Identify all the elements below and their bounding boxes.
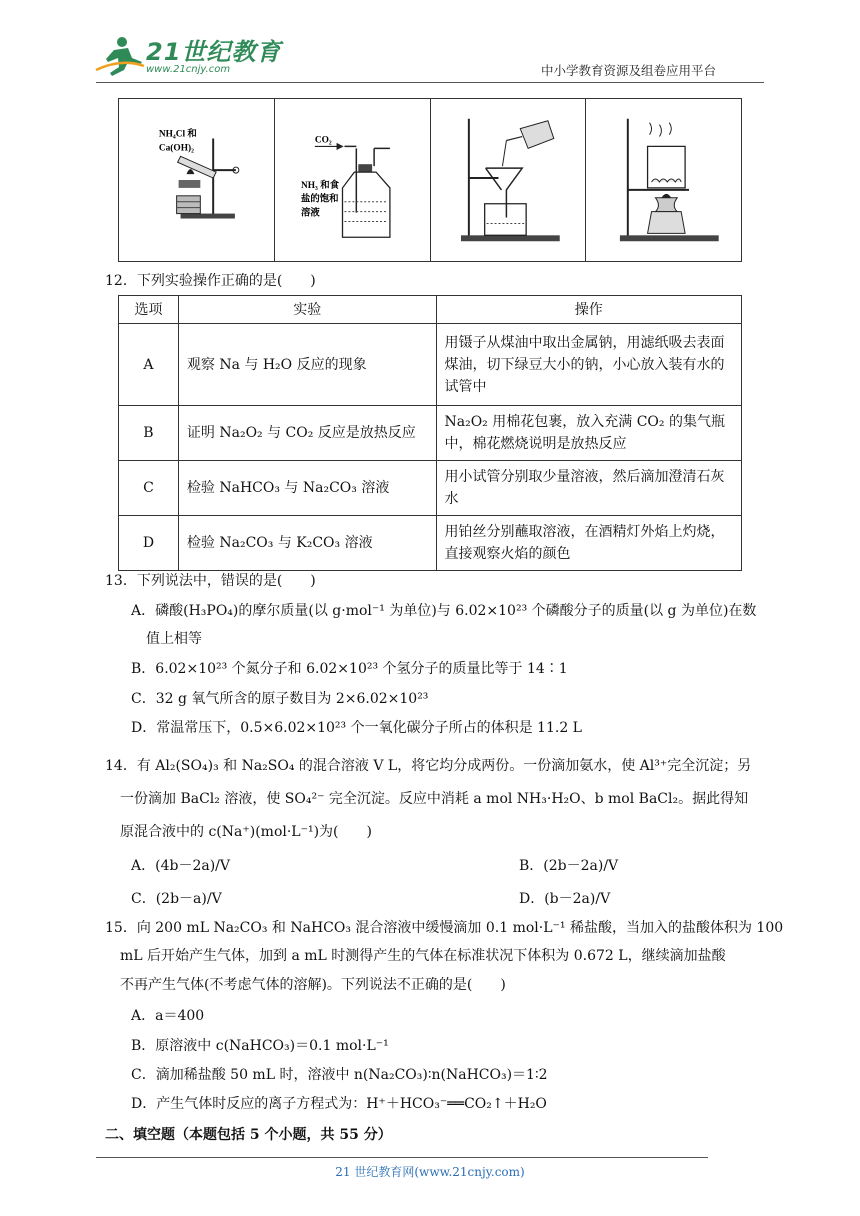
q14-stem-line1: 14．有 Al₂(SO₄)₃ 和 Na₂SO₄ 的混合溶液 V L，将它均分成两份。一份滴加氨水，使 Al³⁺完全沉淀；另 xyxy=(105,758,752,774)
heating-apparatus-icon xyxy=(119,99,274,261)
row-operation: Na₂O₂ 用棉花包裹，放入充满 CO₂ 的集气瓶中，棉花燃烧说明是放热反应 xyxy=(436,406,742,461)
q14-option-c: C．(2b－a)/V xyxy=(131,891,222,907)
fig1-label-line1: NH₄Cl 和 xyxy=(158,129,197,140)
row-operation: 用铂丝分别蘸取溶液，在酒精灯外焰上灼烧，直接观察火焰的颜色 xyxy=(436,516,742,571)
q13-stem: 13．下列说法中，错误的是( ) xyxy=(105,573,316,589)
header-divider xyxy=(96,82,764,83)
row-option: A xyxy=(119,324,179,406)
q13-option-c: C．32 g 氧气所含的原子数目为 2×6.02×10²³ xyxy=(131,691,429,707)
page-header xyxy=(0,0,860,90)
gas-bottle-icon xyxy=(275,99,430,261)
section-heading: 二、填空题（本题包括 5 个小题，共 55 分） xyxy=(105,1127,392,1143)
header-operation: 操作 xyxy=(436,296,742,324)
header-option: 选项 xyxy=(119,296,179,324)
q15-option-a: A．a＝400 xyxy=(131,1008,205,1024)
table-row xyxy=(119,461,742,516)
figure-gas-washing-bottle xyxy=(275,99,431,261)
q15-option-c: C．滴加稀盐酸 50 mL 时，溶液中 n(Na₂CO₃)∶n(NaHCO₃)＝1∶2 xyxy=(131,1067,548,1083)
q14-option-d: D．(b－2a)/V xyxy=(519,891,611,907)
logo-url: www.21cnjy.com xyxy=(146,64,231,75)
row-operation: 用镊子从煤油中取出金属钠，用滤纸吸去表面煤油，切下绿豆大小的钠，小心放入装有水的试管中 xyxy=(436,324,742,406)
row-option: C xyxy=(119,461,179,516)
footer-link[interactable]: 21 世纪教育网(www.21cnjy.com) xyxy=(335,1165,525,1179)
fig2-label-line3: 溶液 xyxy=(300,208,320,219)
q15-stem-line3: 不再产生气体(不考虑气体的溶解)。下列说法不正确的是( ) xyxy=(120,977,506,993)
row-option: D xyxy=(119,516,179,571)
row-experiment: 检验 Na₂CO₃ 与 K₂CO₃ 溶液 xyxy=(178,516,436,571)
platform-title: 中小学教育资源及组卷应用平台 xyxy=(541,63,717,78)
row-experiment: 观察 Na 与 H₂O 反应的现象 xyxy=(178,324,436,406)
q14-stem-line2: 一份滴加 BaCl₂ 溶液，使 SO₄²⁻ 完全沉淀。反应中消耗 a mol NH₃·H₂O、b mol BaCl₂。据此得知 xyxy=(120,791,749,807)
q15-option-d: D．产生气体时反应的离子方程式为：H⁺＋HCO₃⁻══CO₂↑＋H₂O xyxy=(131,1096,547,1112)
q13-option-d: D．常温常压下，0.5×6.02×10²³ 个一氧化碳分子所占的体积是 11.2 L xyxy=(131,720,582,736)
figure-sublimation xyxy=(586,99,741,261)
fig1-label-line2: Ca(OH)₂ xyxy=(158,143,194,154)
fig2-label-line2: 盐的饱和 xyxy=(300,194,339,205)
q13-option-b: B．6.02×10²³ 个氮分子和 6.02×10²³ 个氢分子的质量比等于 14∶1 xyxy=(131,661,568,677)
filtration-icon xyxy=(431,99,586,261)
fig2-gas-label: CO₂ xyxy=(314,135,332,146)
footer-divider xyxy=(96,1157,708,1158)
q14-stem-line3: 原混合液中的 c(Na⁺)(mol·L⁻¹)为( ) xyxy=(120,824,372,840)
sublimation-icon xyxy=(586,99,741,261)
row-experiment: 证明 Na₂O₂ 与 CO₂ 反应是放热反应 xyxy=(178,406,436,461)
q13-option-a-cont: 值上相等 xyxy=(146,631,202,647)
table-row xyxy=(119,324,742,406)
row-operation: 用小试管分别取少量溶液，然后滴加澄清石灰水 xyxy=(436,461,742,516)
q14-option-a: A．(4b－2a)/V xyxy=(131,858,230,874)
q12-table xyxy=(118,295,742,571)
table-row xyxy=(119,406,742,461)
figure-filtration xyxy=(431,99,587,261)
header-experiment: 实验 xyxy=(178,296,436,324)
row-option: B xyxy=(119,406,179,461)
figure-heating-test-tube xyxy=(119,99,275,261)
table-header-row xyxy=(119,296,742,324)
table-row xyxy=(119,516,742,571)
q13-option-a: A．磷酸(H₃PO₄)的摩尔质量(以 g·mol⁻¹ 为单位)与 6.02×10²³ 个磷酸分子的质量(以 g 为单位)在数 xyxy=(131,603,757,619)
q15-stem-line2: mL 后开始产生气体，加到 a mL 时测得产生的气体在标准状况下体积为 0.672 L，继续滴加盐酸 xyxy=(120,948,726,964)
q15-stem-line1: 15．向 200 mL Na₂CO₃ 和 NaHCO₃ 混合溶液中缓慢滴加 0.1 mol·L⁻¹ 稀盐酸，当加入的盐酸体积为 100 xyxy=(105,920,784,936)
row-experiment: 检验 NaHCO₃ 与 Na₂CO₃ 溶液 xyxy=(178,461,436,516)
q15-option-b: B．原溶液中 c(NaHCO₃)＝0.1 mol·L⁻¹ xyxy=(131,1038,389,1054)
apparatus-figure-table xyxy=(118,98,742,262)
fig2-label-line1: NH₃ 和食 xyxy=(300,180,339,191)
q12-stem: 12．下列实验操作正确的是( ) xyxy=(105,273,316,289)
logo-text: 21世纪教育 xyxy=(146,38,282,66)
q14-option-b: B．(2b－2a)/V xyxy=(519,858,619,874)
